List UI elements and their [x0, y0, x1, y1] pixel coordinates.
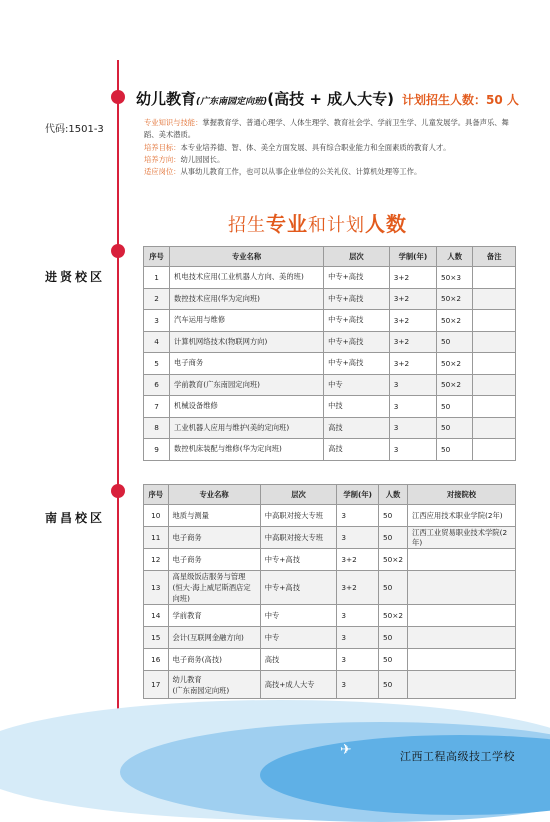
column-header: 专业名称: [168, 485, 260, 505]
table-cell: 学前教育: [168, 605, 260, 627]
info-label: 培养方向：: [144, 154, 181, 164]
table-cell: 50×3: [437, 267, 473, 289]
info-line: [144, 117, 520, 142]
table-row: [144, 267, 516, 289]
info-line: [144, 166, 520, 178]
timeline-dot: [111, 90, 125, 104]
info-label: 培养目标：: [144, 142, 181, 152]
table-cell: 工业机器人应用与维护(美的定向班): [170, 417, 324, 439]
table-cell: 中专+高技: [324, 331, 390, 353]
table-cell: 会计(互联网金融方向): [168, 627, 260, 649]
table-row: [144, 505, 516, 527]
table-cell: [408, 605, 516, 627]
table-cell: 3: [337, 627, 379, 649]
info-text: 幼儿园园长。: [180, 154, 225, 164]
table-cell: 3+2: [337, 571, 379, 605]
table-cell: 7: [144, 396, 170, 418]
table-cell: 50: [378, 649, 407, 671]
table-cell: 中专+高技: [324, 288, 390, 310]
table-row: [144, 671, 516, 699]
column-header: 人数: [378, 485, 407, 505]
info-line: [144, 154, 520, 166]
campus-label-jinxian: 进贤校区: [45, 270, 106, 284]
table-cell: [473, 267, 516, 289]
table-cell: 地质与测量: [168, 505, 260, 527]
table-cell: 电子商务: [168, 549, 260, 571]
table-cell: 3: [337, 649, 379, 671]
table-cell: 3: [337, 527, 379, 549]
table-cell: 3: [389, 439, 436, 461]
column-header: 专业名称: [170, 247, 324, 267]
table-cell: 3: [389, 396, 436, 418]
table-row: [144, 374, 516, 396]
table-row: [144, 417, 516, 439]
program-code: 代码:1501-3: [45, 124, 104, 135]
table-cell: 50×2: [378, 605, 407, 627]
table-cell: 50: [378, 627, 407, 649]
table-cell: 江西应用技术职业学院(2年): [408, 505, 516, 527]
enrollment-plan: 计划招生人数：50 人: [401, 93, 519, 107]
table-cell: 50×2: [437, 374, 473, 396]
table-row: [144, 649, 516, 671]
table-cell: 50: [437, 396, 473, 418]
table-cell: 高技: [324, 417, 390, 439]
table-row: [144, 549, 516, 571]
table-cell: 3: [389, 374, 436, 396]
table-cell: 中高职对接大专班: [260, 505, 337, 527]
table-cell: 10: [144, 505, 169, 527]
table-cell: 数控机床装配与维修(华为定向班): [170, 439, 324, 461]
table-cell: 电子商务: [170, 353, 324, 375]
table-cell: 8: [144, 417, 170, 439]
table-cell: 江西工业贸易职业技术学院(2年): [408, 527, 516, 549]
table-cell: [473, 331, 516, 353]
table-cell: 1: [144, 267, 170, 289]
table-cell: 11: [144, 527, 169, 549]
table-cell: 3: [144, 310, 170, 332]
table-row: [144, 288, 516, 310]
table-cell: 高技: [260, 649, 337, 671]
table-cell: 50: [378, 527, 407, 549]
column-header: 对接院校: [408, 485, 516, 505]
table-cell: 中专+高技: [324, 310, 390, 332]
table-cell: 13: [144, 571, 169, 605]
table-cell: 4: [144, 331, 170, 353]
table-cell: 数控技术应用(华为定向班): [170, 288, 324, 310]
table-cell: [473, 374, 516, 396]
info-text: 掌握教育学、普通心理学、人体生理学、教育社会学、学前卫生学、儿童发展学。具备声乐、舞蹈、美术潜质。: [144, 118, 509, 140]
table-row: [144, 396, 516, 418]
program-title: 幼儿教育(广东南园定向班)(高技 + 成人大专) 计划招生人数：50 人: [136, 90, 519, 108]
table-cell: 50: [437, 417, 473, 439]
table-cell: 机械设备维修: [170, 396, 324, 418]
table-cell: 计算机网络技术(物联网方向): [170, 331, 324, 353]
table-cell: 中专: [260, 605, 337, 627]
table-cell: 3+2: [337, 549, 379, 571]
table-row: [144, 310, 516, 332]
table-cell: [408, 549, 516, 571]
table-cell: 中专+高技: [324, 353, 390, 375]
table-cell: 幼儿教育 (广东南园定向班): [168, 671, 260, 699]
timeline-dot: [111, 244, 125, 258]
table-cell: [473, 353, 516, 375]
table-cell: [408, 627, 516, 649]
table-cell: 中专+高技: [260, 549, 337, 571]
table-cell: 16: [144, 649, 169, 671]
table-cell: 3+2: [389, 353, 436, 375]
info-label: 专业知识与技能：: [144, 118, 203, 127]
column-header: 层次: [260, 485, 337, 505]
table-cell: 中专: [260, 627, 337, 649]
school-name: 江西工程高级技工学校: [400, 750, 515, 763]
table-cell: 50: [378, 505, 407, 527]
table-cell: 50: [378, 571, 407, 605]
column-header: 序号: [144, 485, 169, 505]
table-cell: 50×2: [437, 310, 473, 332]
table-cell: 50: [437, 439, 473, 461]
table-cell: 中技: [324, 396, 390, 418]
table-cell: 中高职对接大专班: [260, 527, 337, 549]
table-cell: [473, 288, 516, 310]
table-cell: 3: [337, 605, 379, 627]
column-header: 学制(年): [389, 247, 436, 267]
table-cell: 50: [437, 331, 473, 353]
table-cell: 50×2: [437, 288, 473, 310]
timeline-dot: [111, 484, 125, 498]
table-cell: 中专+高技: [324, 267, 390, 289]
table-row: [144, 571, 516, 605]
table-row: [144, 627, 516, 649]
table-cell: 14: [144, 605, 169, 627]
table-row: [144, 331, 516, 353]
section-title: 招生专业和计划人数: [228, 212, 407, 236]
table-cell: 3: [337, 505, 379, 527]
table-cell: [408, 649, 516, 671]
table-cell: 学前教育(广东南园定向班): [170, 374, 324, 396]
jinxian-table: [143, 246, 516, 461]
table-cell: 中专+高技: [260, 571, 337, 605]
program-info: [144, 117, 520, 178]
table-row: [144, 439, 516, 461]
table-cell: 50×2: [378, 549, 407, 571]
table-cell: 5: [144, 353, 170, 375]
table-cell: 机电技术应用(工业机器人方向、美的班): [170, 267, 324, 289]
table-row: [144, 527, 516, 549]
info-line: [144, 142, 520, 154]
nanchang-table: [143, 484, 516, 699]
info-text: 本专业培养德、智、体、美全方面发展、具有综合职业能力和全面素质的教育人才。: [180, 142, 451, 152]
table-cell: 3+2: [389, 267, 436, 289]
table-cell: 3+2: [389, 310, 436, 332]
column-header: 人数: [437, 247, 473, 267]
table-cell: [408, 671, 516, 699]
table-cell: [473, 310, 516, 332]
table-cell: 17: [144, 671, 169, 699]
table-cell: [408, 571, 516, 605]
column-header: 层次: [324, 247, 390, 267]
timeline-line: [117, 60, 119, 710]
column-header: 学制(年): [337, 485, 379, 505]
column-header: 序号: [144, 247, 170, 267]
table-cell: [473, 417, 516, 439]
table-row: [144, 353, 516, 375]
table-cell: 9: [144, 439, 170, 461]
table-cell: 12: [144, 549, 169, 571]
table-cell: 高技+成人大专: [260, 671, 337, 699]
table-cell: 3: [389, 417, 436, 439]
table-cell: 电子商务: [168, 527, 260, 549]
table-cell: 高星级饭店服务与管理 (恒大·海上威尼斯酒店定向班): [168, 571, 260, 605]
airplane-icon: ✈: [340, 742, 352, 758]
table-cell: 50: [378, 671, 407, 699]
table-cell: 3+2: [389, 288, 436, 310]
table-cell: 3: [337, 671, 379, 699]
table-cell: 6: [144, 374, 170, 396]
table-row: [144, 605, 516, 627]
info-label: 适应岗位：: [144, 167, 181, 177]
table-cell: 中专: [324, 374, 390, 396]
table-cell: 15: [144, 627, 169, 649]
table-cell: [473, 439, 516, 461]
table-cell: 高技: [324, 439, 390, 461]
table-cell: 2: [144, 288, 170, 310]
info-text: 从事幼儿教育工作，也可以从事企业单位的公关礼仪、计算机处理等工作。: [180, 167, 422, 177]
column-header: 备注: [473, 247, 516, 267]
table-cell: 电子商务(高技): [168, 649, 260, 671]
campus-label-nanchang: 南昌校区: [45, 511, 106, 525]
table-cell: 汽车运用与维修: [170, 310, 324, 332]
table-cell: [473, 396, 516, 418]
table-cell: 3+2: [389, 331, 436, 353]
table-cell: 50×2: [437, 353, 473, 375]
